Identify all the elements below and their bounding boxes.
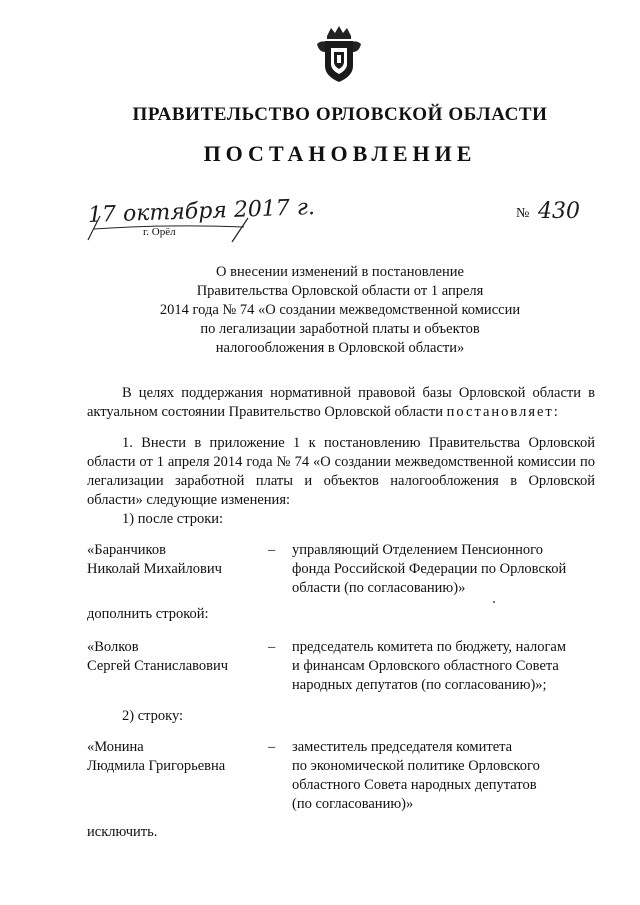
subject-line: О внесении изменений в постановление [216,264,464,280]
role-line: области (по согласованию)» [292,580,466,596]
role-line: областного Совета народных депутатов [292,777,537,793]
handwritten-number: 430 [538,199,580,224]
role-line: управляющий Отделением Пенсионного [292,542,543,558]
date-underline [84,214,254,244]
entry-dash: – [268,542,276,558]
decree-subject [140,263,540,358]
number-label: № [516,206,530,221]
role-line: (по согласованию)» [292,796,414,812]
role-line: председатель комитета по бюджету, налогам [292,639,567,655]
entry-name [87,541,267,579]
preamble-paragraph [87,384,595,422]
subitem-1-label: 1) после строки: [122,511,224,527]
surname: «Монина [87,739,144,755]
city-label: г. Орёл [143,226,176,238]
entry-dash: – [268,739,276,755]
subject-line: по легализации заработной платы и объектов [200,321,480,337]
coat-of-arms-emblem [313,22,365,84]
subject-line: Правительства Орловской области от 1 апреля [196,283,484,299]
entry-role [292,738,622,814]
entry-role [292,541,622,598]
add-line-label: дополнить строкой: [87,606,209,622]
role-line: по экономической политике Орловского [292,758,540,774]
government-title: ПРАВИТЕЛЬСТВО ОРЛОВСКОЙ ОБЛАСТИ [132,104,548,125]
entry-role [292,638,622,695]
role-line: заместитель председателя комитета [292,739,513,755]
role-line: фонда Российской Федерации по Орловской [292,561,567,577]
exclude-label: исключить. [87,824,158,840]
given-names: Николай Михайлович [87,561,222,577]
stray-mark [493,601,495,603]
surname: «Баранчиков [87,542,166,558]
document-type: ПОСТАНОВЛЕНИЕ [203,141,477,166]
subject-line: налогообложения в Орловской области» [215,340,465,356]
entry-name [87,638,267,676]
entry-name [87,738,267,776]
entry-dash: – [268,639,276,655]
handwritten-date: 17 октября 2017 г. [87,195,316,228]
preamble-text: В целях поддержания нормативной правовой базы Орловской области в актуальном состоянии Правительство Орловской области [87,385,595,420]
subitem-2-label: 2) строку: [122,708,184,724]
decree-word: постановляет: [446,404,560,420]
item-1-paragraph: 1. Внести в приложение 1 к постановлению Правительства Орловской области от 1 апреля 2014 года № 74 «О создании межведомственной комиссии по легализации заработной платы и объектов налогообложения в Орловской области» следующие изменения: [87,435,595,508]
surname: «Волков [87,639,139,655]
subject-line: 2014 года № 74 «О создании межведомственной комиссии [159,302,521,318]
role-line: и финансам Орловского областного Совета [292,658,559,674]
given-names: Сергей Станиславович [87,658,229,674]
role-line: народных депутатов (по согласованию)»; [292,677,547,693]
given-names: Людмила Григорьевна [87,758,226,774]
